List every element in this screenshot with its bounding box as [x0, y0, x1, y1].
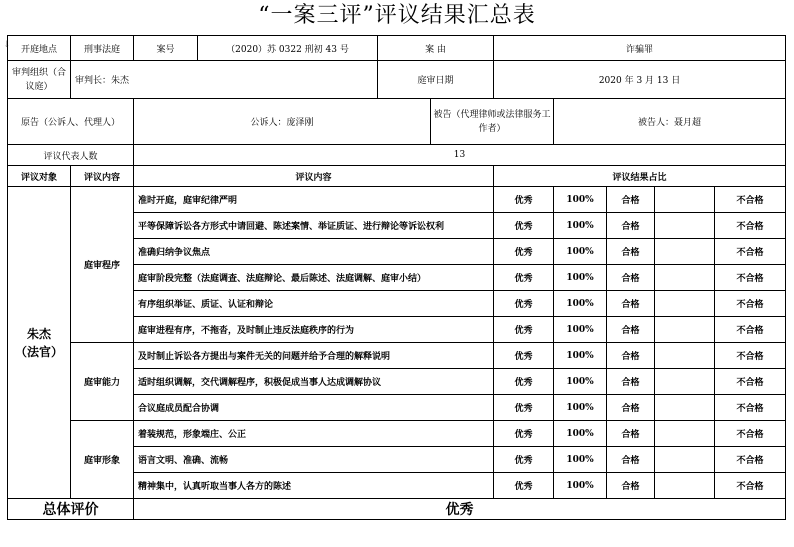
grade-good-label: 合格	[607, 369, 655, 395]
grade-fail-label: 不合格	[715, 265, 786, 291]
grade-good-pct	[655, 421, 715, 447]
grade-good-pct	[655, 265, 715, 291]
grade-excellent-pct: 100%	[554, 213, 607, 239]
grade-excellent-pct: 100%	[554, 369, 607, 395]
grade-fail-label: 不合格	[715, 395, 786, 421]
grade-excellent-pct: 100%	[554, 291, 607, 317]
grade-good-pct	[655, 343, 715, 369]
evaluated-person	[8, 187, 71, 499]
grade-excellent-label: 优秀	[494, 343, 554, 369]
grade-good-label: 合格	[607, 395, 655, 421]
grade-excellent-label: 优秀	[494, 317, 554, 343]
grade-good-label: 合格	[607, 447, 655, 473]
grade-good-pct	[655, 291, 715, 317]
trial-date-label: 庭审日期	[378, 61, 494, 99]
criteria-text: 合议庭成员配合协调	[134, 395, 494, 421]
criteria-text: 及时制止诉讼各方提出与案件无关的问题并给予合理的解释说明	[134, 343, 494, 369]
grade-excellent-pct: 100%	[554, 395, 607, 421]
grade-good-label: 合格	[607, 343, 655, 369]
grade-excellent-pct: 100%	[554, 187, 607, 213]
evaluated-role: （法官）	[14, 344, 63, 359]
grade-fail-label: 不合格	[715, 421, 786, 447]
grade-good-label: 合格	[607, 239, 655, 265]
criteria-text: 适时组织调解，交代调解程序，积极促成当事人达成调解协议	[134, 369, 494, 395]
criteria-text: 语言文明、准确、流畅	[134, 447, 494, 473]
grade-excellent-pct: 100%	[554, 239, 607, 265]
grade-fail-label: 不合格	[715, 369, 786, 395]
evaluated-name: 朱杰	[26, 326, 51, 341]
grade-fail-label: 不合格	[715, 239, 786, 265]
grade-good-label: 合格	[607, 473, 655, 499]
grade-excellent-label: 优秀	[494, 265, 554, 291]
grade-good-pct	[655, 395, 715, 421]
criteria-text: 庭审阶段完整（法庭调查、法庭辩论、最后陈述、法庭调解、庭审小结）	[134, 265, 494, 291]
grade-good-pct	[655, 213, 715, 239]
criteria-text: 准时开庭，庭审纪律严明	[134, 187, 494, 213]
trial-date-value: 2020 年 3 月 13 日	[494, 61, 786, 99]
grade-good-pct	[655, 369, 715, 395]
page-title: “一案三评”评议结果汇总表	[258, 3, 536, 28]
criteria-text: 有序组织举证、质证、认证和辩论	[134, 291, 494, 317]
grade-good-label: 合格	[607, 291, 655, 317]
grade-fail-label: 不合格	[715, 187, 786, 213]
plaintiff-label: 原告（公诉人、代理人）	[8, 99, 134, 145]
grade-excellent-label: 优秀	[494, 239, 554, 265]
case-no-label: 案号	[134, 36, 198, 61]
panel-label: 审判组织（合议庭）	[8, 61, 71, 99]
court-location-label: 开庭地点	[8, 36, 71, 61]
criteria-row	[8, 421, 786, 447]
grade-good-label: 合格	[607, 265, 655, 291]
plaintiff-value: 公诉人：庞泽刚	[134, 99, 431, 145]
col-content-detail: 评议内容	[134, 166, 494, 187]
grade-fail-label: 不合格	[715, 447, 786, 473]
case-no-value: （2020）苏 0322 刑初 43 号	[198, 36, 378, 61]
grade-excellent-pct: 100%	[554, 421, 607, 447]
defendant-value: 被告人：聂月超	[554, 99, 786, 145]
criteria-text: 平等保障诉讼各方形式中请回避、陈述案情、举证质证、进行辩论等诉讼权利	[134, 213, 494, 239]
header-row-4	[8, 145, 786, 166]
column-header-row	[8, 166, 786, 187]
defendant-label: 被告（代理律师或法律服务工作者）	[431, 99, 554, 145]
criteria-row	[8, 343, 786, 369]
grade-excellent-label: 优秀	[494, 291, 554, 317]
col-result: 评议结果占比	[494, 166, 786, 187]
grade-excellent-pct: 100%	[554, 473, 607, 499]
col-content-group: 评议内容	[71, 166, 134, 187]
grade-good-label: 合格	[607, 187, 655, 213]
court-location-value: 刑事法庭	[71, 36, 134, 61]
grade-excellent-pct: 100%	[554, 265, 607, 291]
grade-excellent-pct: 100%	[554, 447, 607, 473]
header-row-3	[8, 99, 786, 145]
header-row-1	[8, 36, 786, 61]
panel-value: 审判长：朱杰	[71, 61, 378, 99]
overall-row	[8, 499, 786, 520]
grade-excellent-label: 优秀	[494, 447, 554, 473]
grade-good-pct	[655, 187, 715, 213]
grade-good-pct	[655, 317, 715, 343]
grade-excellent-pct: 100%	[554, 343, 607, 369]
group-name: 庭审能力	[71, 343, 134, 421]
header-row-2	[8, 61, 786, 99]
grade-excellent-label: 优秀	[494, 369, 554, 395]
grade-excellent-label: 优秀	[494, 421, 554, 447]
overall-value: 优秀	[134, 499, 786, 520]
paragraph-mark-icon: ↓	[3, 40, 11, 50]
grade-fail-label: 不合格	[715, 291, 786, 317]
grade-good-pct	[655, 239, 715, 265]
grade-excellent-label: 优秀	[494, 395, 554, 421]
criteria-text: 精神集中，认真听取当事人各方的陈述	[134, 473, 494, 499]
criteria-row	[8, 187, 786, 213]
grade-good-label: 合格	[607, 317, 655, 343]
grade-excellent-label: 优秀	[494, 473, 554, 499]
reviewer-count-value: 13	[134, 145, 786, 166]
grade-fail-label: 不合格	[715, 473, 786, 499]
grade-fail-label: 不合格	[715, 317, 786, 343]
col-target: 评议对象	[8, 166, 71, 187]
grade-fail-label: 不合格	[715, 343, 786, 369]
group-name: 庭审形象	[71, 421, 134, 499]
cause-label: 案 由	[378, 36, 494, 61]
grade-good-pct	[655, 473, 715, 499]
grade-excellent-pct: 100%	[554, 317, 607, 343]
summary-table	[7, 35, 786, 520]
criteria-text: 准确归纳争议焦点	[134, 239, 494, 265]
criteria-text: 着装规范，形象端庄、公正	[134, 421, 494, 447]
cause-value: 诈骗罪	[494, 36, 786, 61]
group-name: 庭审程序	[71, 187, 134, 343]
grade-good-label: 合格	[607, 213, 655, 239]
overall-label: 总体评价	[8, 499, 134, 520]
grade-excellent-label: 优秀	[494, 187, 554, 213]
criteria-text: 庭审进程有序，不拖沓，及时制止违反法庭秩序的行为	[134, 317, 494, 343]
grade-good-label: 合格	[607, 421, 655, 447]
reviewer-count-label: 评议代表人数	[8, 145, 134, 166]
grade-excellent-label: 优秀	[494, 213, 554, 239]
grade-good-pct	[655, 447, 715, 473]
grade-fail-label: 不合格	[715, 213, 786, 239]
